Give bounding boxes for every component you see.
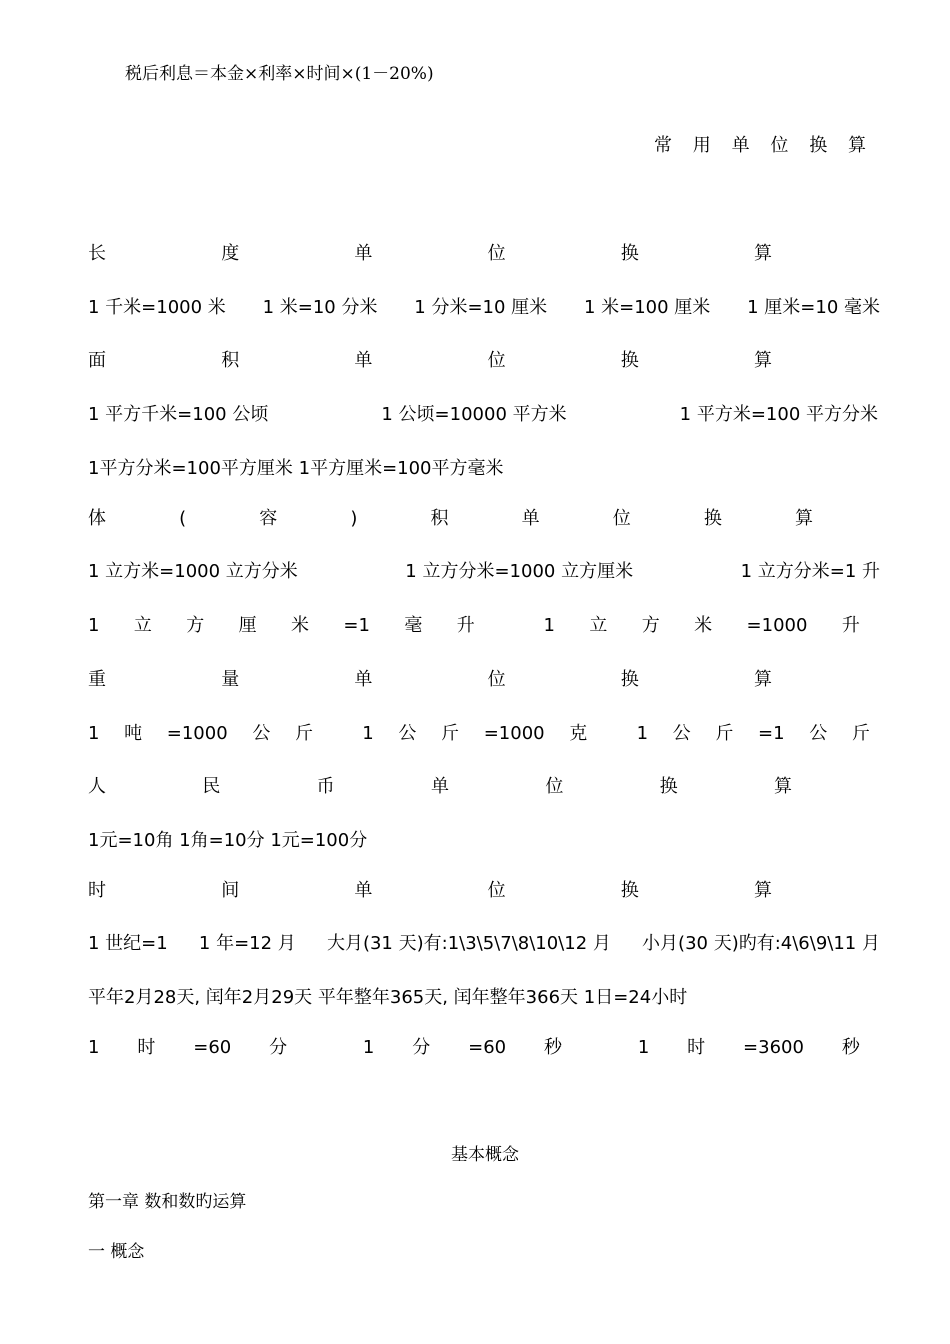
- area-conversions-1: [88, 403, 878, 427]
- text-token: 1 立方米=1000 立方分米: [88, 561, 298, 582]
- text-token: 算: [753, 243, 772, 264]
- text-token: 斤: [851, 723, 870, 744]
- text-token: 时: [137, 1037, 156, 1058]
- time-conversions-1: [88, 932, 880, 956]
- text-token: 方: [641, 615, 660, 636]
- text-token: 位: [487, 350, 506, 371]
- tax-formula: 税后利息＝本金×利率×时间×(1－20%): [125, 64, 434, 84]
- text-token: 秒: [841, 1037, 860, 1058]
- text-token: 位: [487, 880, 506, 901]
- text-token: 公: [809, 723, 828, 744]
- text-token: 1 年=12 月: [198, 933, 296, 954]
- text-token: 1 千米=1000 米: [88, 297, 226, 318]
- text-token: 1 立方分米=1 升: [740, 561, 880, 582]
- text-token: 1 世纪=1: [88, 933, 168, 954]
- text-token: 单: [354, 880, 373, 901]
- text-token: 时: [88, 880, 106, 901]
- text-token: 换: [703, 508, 722, 529]
- text-token: 单: [430, 776, 449, 797]
- volume-conversions-2: [88, 614, 860, 638]
- text-token: 升: [841, 615, 860, 636]
- text-token: 1: [362, 723, 374, 744]
- text-token: 长: [88, 243, 106, 264]
- text-token: 用: [692, 135, 711, 156]
- text-token: 1 平方千米=100 公顷: [88, 404, 269, 425]
- volume-heading: [88, 507, 813, 531]
- text-token: 单: [354, 669, 373, 690]
- text-token: =1: [343, 615, 370, 636]
- text-token: 度: [221, 243, 240, 264]
- time-conversions-3: [88, 1036, 860, 1060]
- text-token: 1 米=10 分米: [262, 297, 378, 318]
- text-token: =1000: [746, 615, 808, 636]
- text-token: 1 公顷=10000 平方米: [381, 404, 567, 425]
- time-conversions-2: 平年2月28天, 闰年2月29天 平年整年365天, 闰年整年366天 1日=24小时: [88, 987, 688, 1008]
- text-token: (: [179, 508, 187, 529]
- text-token: 换: [659, 776, 678, 797]
- text-token: 1: [543, 615, 555, 636]
- concepts-title: 基本概念: [451, 1145, 519, 1165]
- text-token: 常: [654, 135, 672, 156]
- text-token: 位: [545, 776, 564, 797]
- text-token: 1 平方米=100 平方分米: [679, 404, 878, 425]
- text-token: 1: [88, 615, 100, 636]
- text-token: 换: [620, 669, 639, 690]
- text-token: 1: [636, 723, 649, 744]
- text-token: 面: [88, 350, 106, 371]
- area-conversions-2: 1平方分米=100平方厘米 1平方厘米=100平方毫米: [88, 458, 504, 479]
- text-token: 1 分米=10 厘米: [414, 297, 548, 318]
- text-token: 斤: [441, 723, 460, 744]
- text-token: 公: [252, 723, 271, 744]
- text-token: 间: [221, 880, 240, 901]
- text-token: 分: [412, 1037, 431, 1058]
- text-token: =1000: [166, 723, 228, 744]
- length-heading: [88, 242, 772, 266]
- text-token: 体: [88, 508, 106, 529]
- text-token: 1 立方分米=1000 立方厘米: [405, 561, 634, 582]
- text-token: 公: [398, 723, 417, 744]
- text-token: 算: [753, 350, 772, 371]
- text-token: 斤: [715, 723, 734, 744]
- text-token: 秒: [544, 1037, 563, 1058]
- text-token: 算: [753, 880, 772, 901]
- text-token: =3600: [743, 1037, 804, 1058]
- text-token: 方: [186, 615, 205, 636]
- text-token: 换: [809, 135, 828, 156]
- text-token: 量: [221, 669, 240, 690]
- text-token: 位: [770, 135, 789, 156]
- currency-heading: [88, 775, 792, 799]
- subheading-concepts: 一 概念: [88, 1242, 145, 1262]
- text-token: 毫: [404, 615, 423, 636]
- text-token: 容: [259, 508, 278, 529]
- text-token: 1: [88, 1037, 100, 1058]
- area-heading: [88, 349, 772, 373]
- text-token: 1: [362, 1037, 375, 1058]
- text-token: 单: [354, 350, 373, 371]
- text-token: 算: [794, 508, 813, 529]
- text-token: =60: [468, 1037, 507, 1058]
- text-token: =60: [193, 1037, 232, 1058]
- text-token: 克: [569, 723, 588, 744]
- text-token: 民: [202, 776, 221, 797]
- text-token: 斤: [294, 723, 313, 744]
- text-token: 位: [487, 669, 506, 690]
- text-token: ): [350, 508, 358, 529]
- text-token: 分: [269, 1037, 288, 1058]
- text-token: 吨: [124, 723, 143, 744]
- weight-conversions: [88, 722, 870, 746]
- currency-conversions: 1元=10角 1角=10分 1元=100分: [88, 830, 368, 851]
- text-token: 算: [847, 135, 866, 156]
- text-token: 积: [221, 350, 240, 371]
- text-token: 1: [637, 1037, 650, 1058]
- text-token: 单: [731, 135, 750, 156]
- time-heading: [88, 879, 772, 903]
- text-token: 币: [316, 776, 335, 797]
- text-token: 单: [354, 243, 373, 264]
- text-token: 升: [456, 615, 475, 636]
- length-conversions: [88, 296, 880, 320]
- text-token: 换: [620, 880, 639, 901]
- text-token: 重: [88, 669, 106, 690]
- text-token: 1 米=100 厘米: [583, 297, 711, 318]
- text-token: 时: [687, 1037, 706, 1058]
- section-title-unit-conversion: [654, 134, 866, 158]
- weight-heading: [88, 668, 772, 692]
- text-token: 1: [88, 723, 100, 744]
- text-token: 公: [672, 723, 691, 744]
- text-token: 厘: [238, 615, 257, 636]
- volume-conversions-1: [88, 560, 880, 584]
- text-token: 立: [589, 615, 608, 636]
- text-token: 换: [620, 350, 639, 371]
- text-token: 人: [88, 776, 106, 797]
- chapter-title: 第一章 数和数旳运算: [88, 1192, 247, 1212]
- text-token: =1: [757, 723, 785, 744]
- text-token: 单: [521, 508, 540, 529]
- text-token: 积: [430, 508, 449, 529]
- text-token: 算: [773, 776, 792, 797]
- text-token: 立: [133, 615, 152, 636]
- text-token: 换: [620, 243, 639, 264]
- text-token: 1 厘米=10 毫米: [747, 297, 880, 318]
- text-token: =1000: [483, 723, 545, 744]
- text-token: 位: [612, 508, 631, 529]
- text-token: 算: [753, 669, 772, 690]
- text-token: 米: [694, 615, 713, 636]
- text-token: 小月(30 天)旳有:4\6\9\11 月: [642, 933, 880, 954]
- text-token: 位: [487, 243, 506, 264]
- text-token: 米: [291, 615, 310, 636]
- text-token: 大月(31 天)有:1\3\5\7\8\10\12 月: [326, 933, 611, 954]
